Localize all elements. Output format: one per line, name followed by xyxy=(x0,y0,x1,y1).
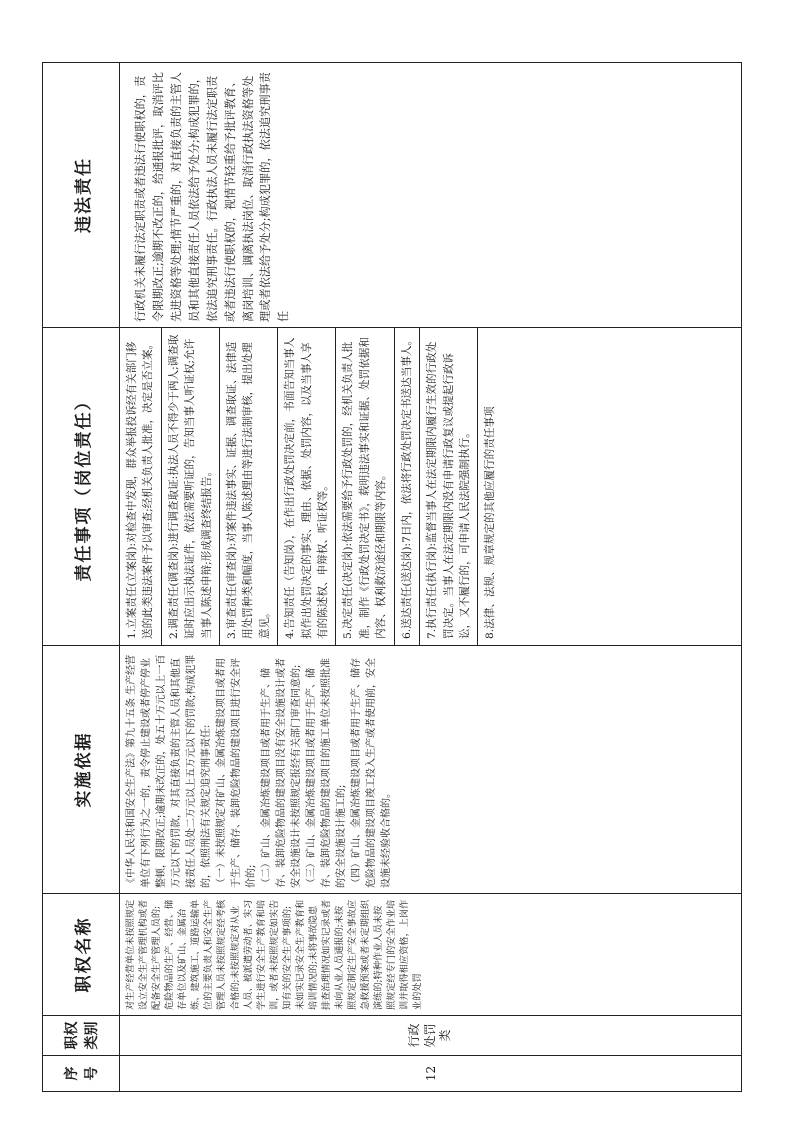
cell-liability: 行政机关未履行法定职责或者违法行使职权的，责令限期改正;逾期不改正的，给通报批评，取消评比先进资格等处理;情节严重的，对直接负责的主管人员和其他直接责任人员依法给予处分;构成犯罪的，依法追究刑事责任。行政执法人员未履行法定职责或者违法行使职权的，视情节轻重给予批评教育、离岗培训、调离执法岗位、取消行政执法资格等处理或者依法给予处分;构成犯罪的，依法追究刑事责任 xyxy=(120,63,742,328)
table-header-row xyxy=(43,63,120,1092)
basis-paragraph: （二）矿山、金属冶炼建设项目或者用于生产、储存、装卸危险物品的建设项目没有安全设施设计或者安全设施设计未按照规定报经有关部门审查同意的; xyxy=(261,658,302,888)
cell-seq: 12 xyxy=(120,1056,742,1092)
power-list-table xyxy=(42,62,742,1092)
rotated-table-frame xyxy=(42,62,742,1092)
header-type: 职权类别 xyxy=(43,1016,120,1056)
basis-paragraph: （四）矿山、金属冶炼建设项目或者用于生产、储存危险物品的建设项目竣工投入生产或者使用前，安全设施未经验收合格的。 xyxy=(351,658,392,888)
header-seq: 序号 xyxy=(43,1056,120,1092)
responsibility-item: 5.决定责任(决定岗):依法需要给予行政处罚的，经机关负责人批准，制作《行政处罚决定书》，载明违法事实和证据、处罚依据和内容、权利救济途径和期限等内容。 xyxy=(336,328,394,645)
responsibility-item: 8.法律、法规、规章规定的其他应履行的责任事项 xyxy=(484,406,497,639)
header-liability: 违法责任 xyxy=(43,63,120,328)
cell-basis xyxy=(120,646,742,894)
header-name: 职权名称 xyxy=(43,894,120,1016)
cell-type: 行政处罚类 xyxy=(120,1016,742,1056)
cell-power-name: 对生产经营单位未按照规定设立安全生产管理机构或者配备安全生产管理人员的;危险物品的生产、经营、储存单位以及矿山、金属冶炼、建筑施工、道路运输单位的主要负责人和安全生产管理人员未按照规定经考核合格的;未按照规定对从业人员、被派遣劳动者、实习学生进行安全生产教育和培训，或者未按照规定如实告知有关的安全生产事项的;未如实记录安全生产教育和培训情况的;未将事故隐患排查治理情况如实记录或者未向从业人员通报的;未按照规定制定生产安全事故应急救援预案或者未定期组织演练的;特种作业人员未按照规定经专门的安全作业培训并取得相应资格，上岗作业的处罚 xyxy=(120,894,742,1016)
cell-responsibility xyxy=(120,328,742,646)
responsibility-item: 4.告知责任（告知岗），在作出行政处罚决定前，书面告知当事人拟作出处罚决定的事实、理由、依据、处罚内容，以及当事人享有的陈述权、申辩权、听证权等。 xyxy=(278,328,336,645)
responsibility-item: 2.调查责任(调查岗):进行调查取证:执法人员不得少于两人;调查取证时应出示执法证件，依法需要听证的，告知当事人听证权;允许当事人陈述申辩;形成调查终结报告。 xyxy=(162,328,220,645)
table-row xyxy=(120,63,742,1092)
responsibility-item: 3.审查责任(审查岗):对案件违法事实、证据、调查取证、法律适用处罚种类和幅度，当事人陈述理由等进行法制审核，提出处理意见。 xyxy=(220,328,278,645)
responsibility-item: 1.立案责任(立案岗):对检查中发现，群众举报投诉经有关部门移送的此类违法案件予以审查;经机关负责人批准，决定是否立案。 xyxy=(120,328,162,645)
basis-paragraph: （三）矿山、金属冶炼建设项目或者用于生产、储存、装卸危险物品的建设项目的施工单位未按照批准的安全设施设计施工的; xyxy=(306,658,347,888)
basis-paragraph: （一）未按照规定对矿山、金属冶炼建设项目或者用于生产、储存、装卸危险物品的建设项目进行安全评价的; xyxy=(216,658,257,888)
responsibility-item: 6.送达责任(送达岗):7日内，依法将行政处罚决定书送达当事人。 xyxy=(395,328,420,645)
basis-paragraph: 《中华人民共和国安全生产法》第九十五条 生产经营单位有下列行为之一的，责令停止建设或者停产停业整顿，限期改正;逾期未改正的，处五十万元以上一百万元以下的罚款，对其直接负责的主管人员和其他直接责任人员处二万元以上五万元以下的罚款;构成犯罪的，依照刑法有关规定追究刑事责任: xyxy=(126,654,212,888)
header-basis: 实施依据 xyxy=(43,646,120,894)
responsibility-item: 7.执行责任(执行岗):监督当事人在法定期限内履行生效的行政处罚决定。当事人在法定期限内没有申请行政复议或提起行政诉讼，又不履行的，可申请人民法院强制执行。 xyxy=(420,328,478,645)
header-responsibility: 责任事项（岗位责任） xyxy=(43,328,120,646)
